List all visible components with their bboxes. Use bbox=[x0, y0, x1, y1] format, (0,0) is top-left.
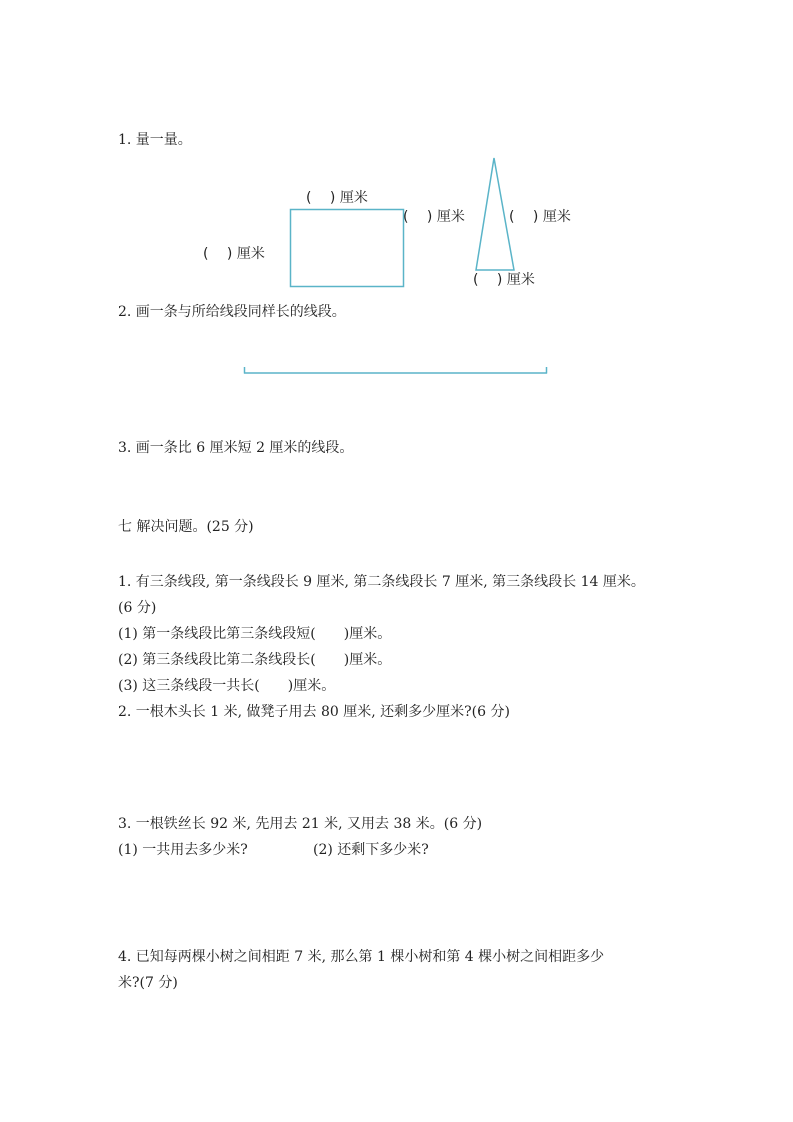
rect-top-label: ( ) 厘米 bbox=[306, 190, 368, 206]
section-7-heading: 七 解决问题。(25 分) bbox=[118, 519, 254, 535]
question-7-3: 3. 一根铁丝长 92 米, 先用去 21 米, 又用去 38 米。(6 分) bbox=[118, 816, 483, 832]
question-7-2: 2. 一根木头长 1 米, 做凳子用去 80 厘米, 还剩多少厘米?(6 分) bbox=[118, 704, 510, 720]
question-7-3-sub2: (2) 还剩下多少米? bbox=[313, 842, 429, 858]
triangle-right-label: ( ) 厘米 bbox=[509, 209, 571, 225]
question-7-1-sub2: (2) 第三条线段比第二条线段长( )厘米。 bbox=[118, 652, 392, 668]
measure-figures bbox=[0, 0, 793, 400]
question-7-1-sub1: (1) 第一条线段比第三条线段短( )厘米。 bbox=[118, 626, 392, 642]
question-7-1: 1. 有三条线段, 第一条线段长 9 厘米, 第二条线段长 7 厘米, 第三条线段长 14 厘米。 bbox=[118, 574, 645, 590]
question-7-4-line1: 4. 已知每两棵小树之间相距 7 米, 那么第 1 棵小树和第 4 棵小树之间相距多少 bbox=[118, 949, 605, 965]
question-7-4-line2: 米?(7 分) bbox=[118, 975, 178, 991]
rectangle-shape bbox=[291, 210, 404, 287]
question-7-3-sub1: (1) 一共用去多少米? bbox=[118, 842, 248, 858]
question-6-2: 2. 画一条与所给线段同样长的线段。 bbox=[118, 304, 346, 320]
rect-left-label: ( ) 厘米 bbox=[203, 246, 265, 262]
question-7-1-sub3: (3) 这三条线段一共长( )厘米。 bbox=[118, 678, 336, 694]
triangle-left-label: ( ) 厘米 bbox=[403, 209, 465, 225]
question-6-3: 3. 画一条比 6 厘米短 2 厘米的线段。 bbox=[118, 440, 354, 456]
question-7-1-score: (6 分) bbox=[118, 600, 157, 616]
given-line-segment bbox=[244, 367, 547, 374]
triangle-base-label: ( ) 厘米 bbox=[473, 272, 535, 288]
question-6-1: 1. 量一量。 bbox=[118, 132, 192, 148]
